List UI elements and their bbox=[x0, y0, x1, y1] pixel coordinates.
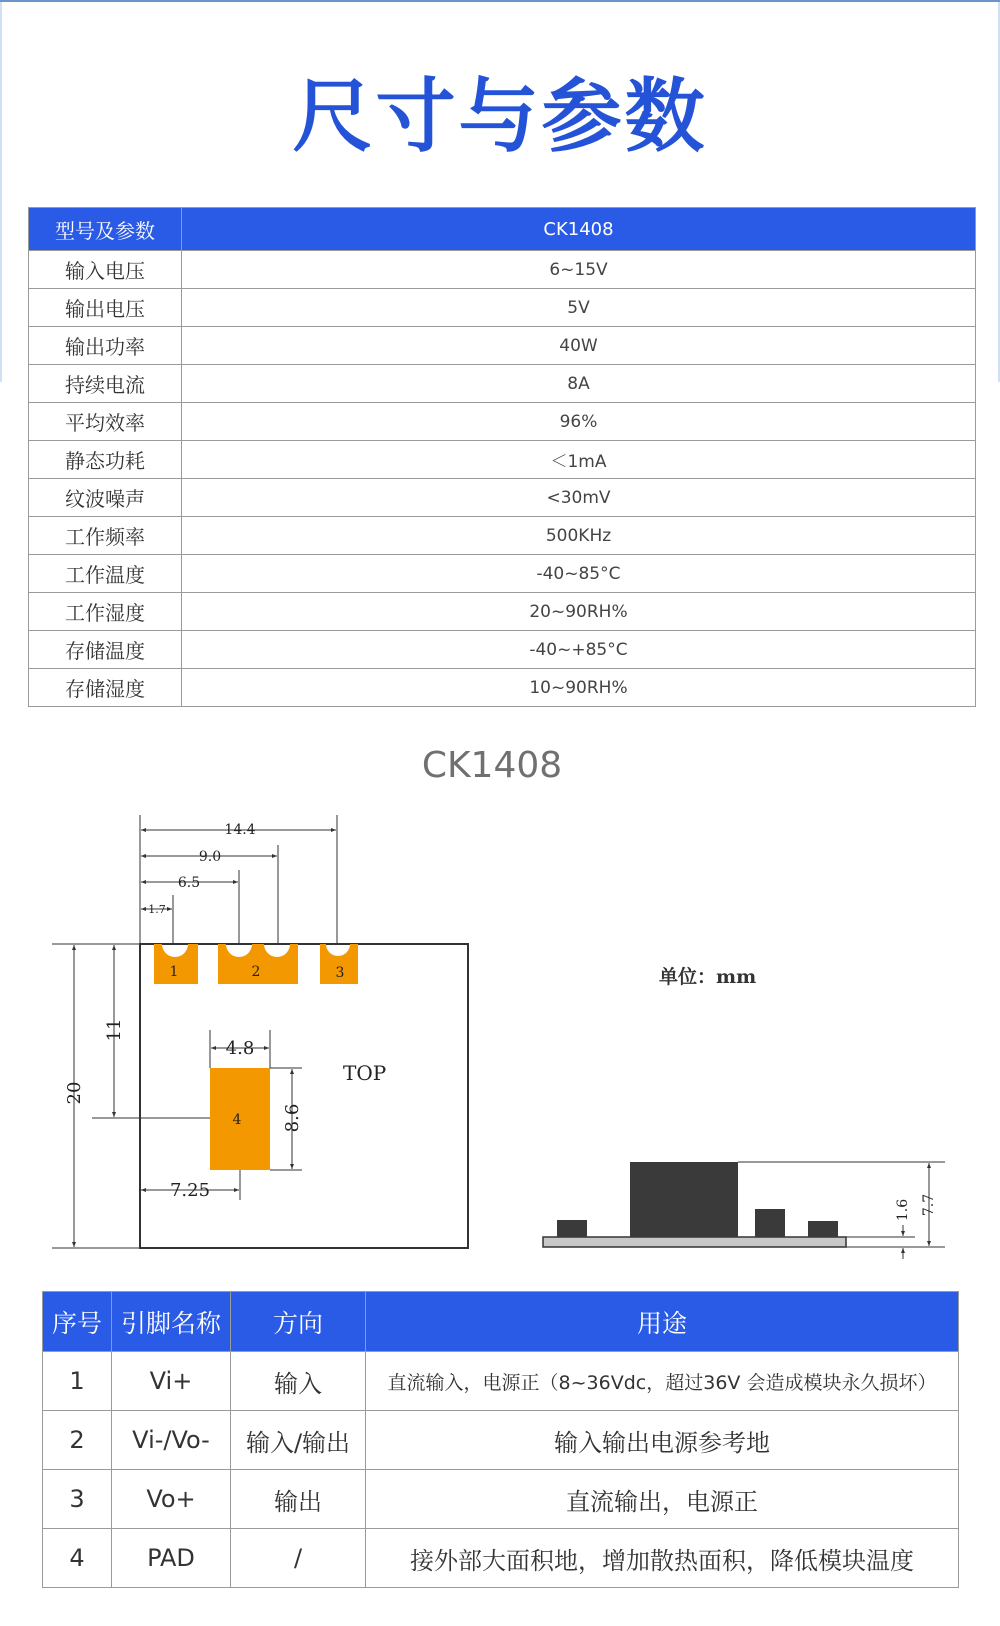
pin-name: Vi+ bbox=[112, 1352, 231, 1411]
pin-use: 接外部大面积地，增加散热面积，降低模块温度 bbox=[366, 1529, 959, 1588]
table-row bbox=[43, 1529, 959, 1588]
module-outline-top-view bbox=[140, 944, 468, 1248]
spec-value: 40W bbox=[182, 327, 976, 365]
spec-key: 静态功耗 bbox=[29, 441, 182, 479]
dim-text-6-5: 6.5 bbox=[177, 875, 201, 891]
top-view-label: TOP bbox=[343, 1061, 387, 1085]
spec-key: 纹波噪声 bbox=[29, 479, 182, 517]
dim-text-8-6: 8.6 bbox=[282, 1103, 303, 1133]
pin-no: 1 bbox=[43, 1352, 112, 1411]
pin-no: 2 bbox=[43, 1411, 112, 1470]
spec-value: -40~+85°C bbox=[182, 631, 976, 669]
pin-header-use: 用途 bbox=[366, 1292, 959, 1352]
pin-label-1: 1 bbox=[169, 964, 179, 980]
side-view-component-3 bbox=[808, 1221, 838, 1237]
diagram-title: CK1408 bbox=[421, 745, 563, 786]
pin-name: Vi-/Vo- bbox=[112, 1411, 231, 1470]
dim-text-14-4: 14.4 bbox=[224, 822, 256, 838]
pin-header-name: 引脚名称 bbox=[112, 1292, 231, 1352]
side-view-component-1 bbox=[557, 1220, 587, 1237]
table-row bbox=[43, 1352, 959, 1411]
table-row bbox=[43, 1470, 959, 1529]
pin-dir: / bbox=[231, 1529, 366, 1588]
dim-text-1-6: 1.6 bbox=[895, 1198, 911, 1222]
pin-table bbox=[42, 1291, 959, 1588]
dim-text-4-8: 4.8 bbox=[225, 1038, 255, 1059]
spec-value: 96% bbox=[182, 403, 976, 441]
spec-value: 20~90RH% bbox=[182, 593, 976, 631]
spec-value: 6~15V bbox=[182, 251, 976, 289]
pin-dir: 输入/输出 bbox=[231, 1411, 366, 1470]
spec-value: 5V bbox=[182, 289, 976, 327]
pin-dir: 输入 bbox=[231, 1352, 366, 1411]
pin-header-dir: 方向 bbox=[231, 1292, 366, 1352]
side-view bbox=[543, 1162, 945, 1259]
pin-dir: 输出 bbox=[231, 1470, 366, 1529]
pin-no: 4 bbox=[43, 1529, 112, 1588]
table-row bbox=[43, 1411, 959, 1470]
unit-label: 单位：mm bbox=[659, 966, 757, 988]
pin-name: Vo+ bbox=[112, 1470, 231, 1529]
pin-no: 3 bbox=[43, 1470, 112, 1529]
dim-text-7-25: 7.25 bbox=[169, 1180, 211, 1201]
spec-value: -40~85°C bbox=[182, 555, 976, 593]
pin-name: PAD bbox=[112, 1529, 231, 1588]
spec-key: 工作温度 bbox=[29, 555, 182, 593]
spec-value: <30mV bbox=[182, 479, 976, 517]
dim-text-11: 11 bbox=[104, 1018, 125, 1042]
spec-header-model: CK1408 bbox=[182, 208, 976, 251]
spec-key: 工作频率 bbox=[29, 517, 182, 555]
page-title: 尺寸与参数 bbox=[292, 70, 708, 163]
pin-use: 输入输出电源参考地 bbox=[366, 1411, 959, 1470]
spec-key: 平均效率 bbox=[29, 403, 182, 441]
pin-label-4: 4 bbox=[232, 1112, 242, 1128]
pin-use: 直流输出，电源正 bbox=[366, 1470, 959, 1529]
spec-key: 输入电压 bbox=[29, 251, 182, 289]
spec-key: 输出电压 bbox=[29, 289, 182, 327]
side-view-inductor bbox=[630, 1162, 738, 1237]
spec-key: 存储湿度 bbox=[29, 669, 182, 707]
spec-key: 持续电流 bbox=[29, 365, 182, 403]
spec-value: 10~90RH% bbox=[182, 669, 976, 707]
dim-text-9-0: 9.0 bbox=[198, 849, 222, 865]
pin-label-3: 3 bbox=[335, 965, 345, 981]
dim-text-20: 20 bbox=[64, 1081, 85, 1105]
spec-value: 8A bbox=[182, 365, 976, 403]
spec-value: ＜1mA bbox=[182, 441, 976, 479]
spec-key: 输出功率 bbox=[29, 327, 182, 365]
spec-value: 500KHz bbox=[182, 517, 976, 555]
pin-table-header bbox=[43, 1292, 959, 1352]
spec-key: 存储温度 bbox=[29, 631, 182, 669]
spec-header-param: 型号及参数 bbox=[29, 208, 182, 251]
side-view-component-2 bbox=[755, 1209, 785, 1237]
pin-label-2: 2 bbox=[251, 964, 261, 980]
dim-text-7-7: 7.7 bbox=[921, 1193, 937, 1217]
side-view-board bbox=[543, 1237, 846, 1247]
pin-header-no: 序号 bbox=[43, 1292, 112, 1352]
dim-text-1-7: 1.7 bbox=[148, 903, 166, 916]
spec-key: 工作湿度 bbox=[29, 593, 182, 631]
pin-use: 直流输入，电源正（8~36Vdc，超过36V 会造成模块永久损坏） bbox=[366, 1352, 959, 1411]
